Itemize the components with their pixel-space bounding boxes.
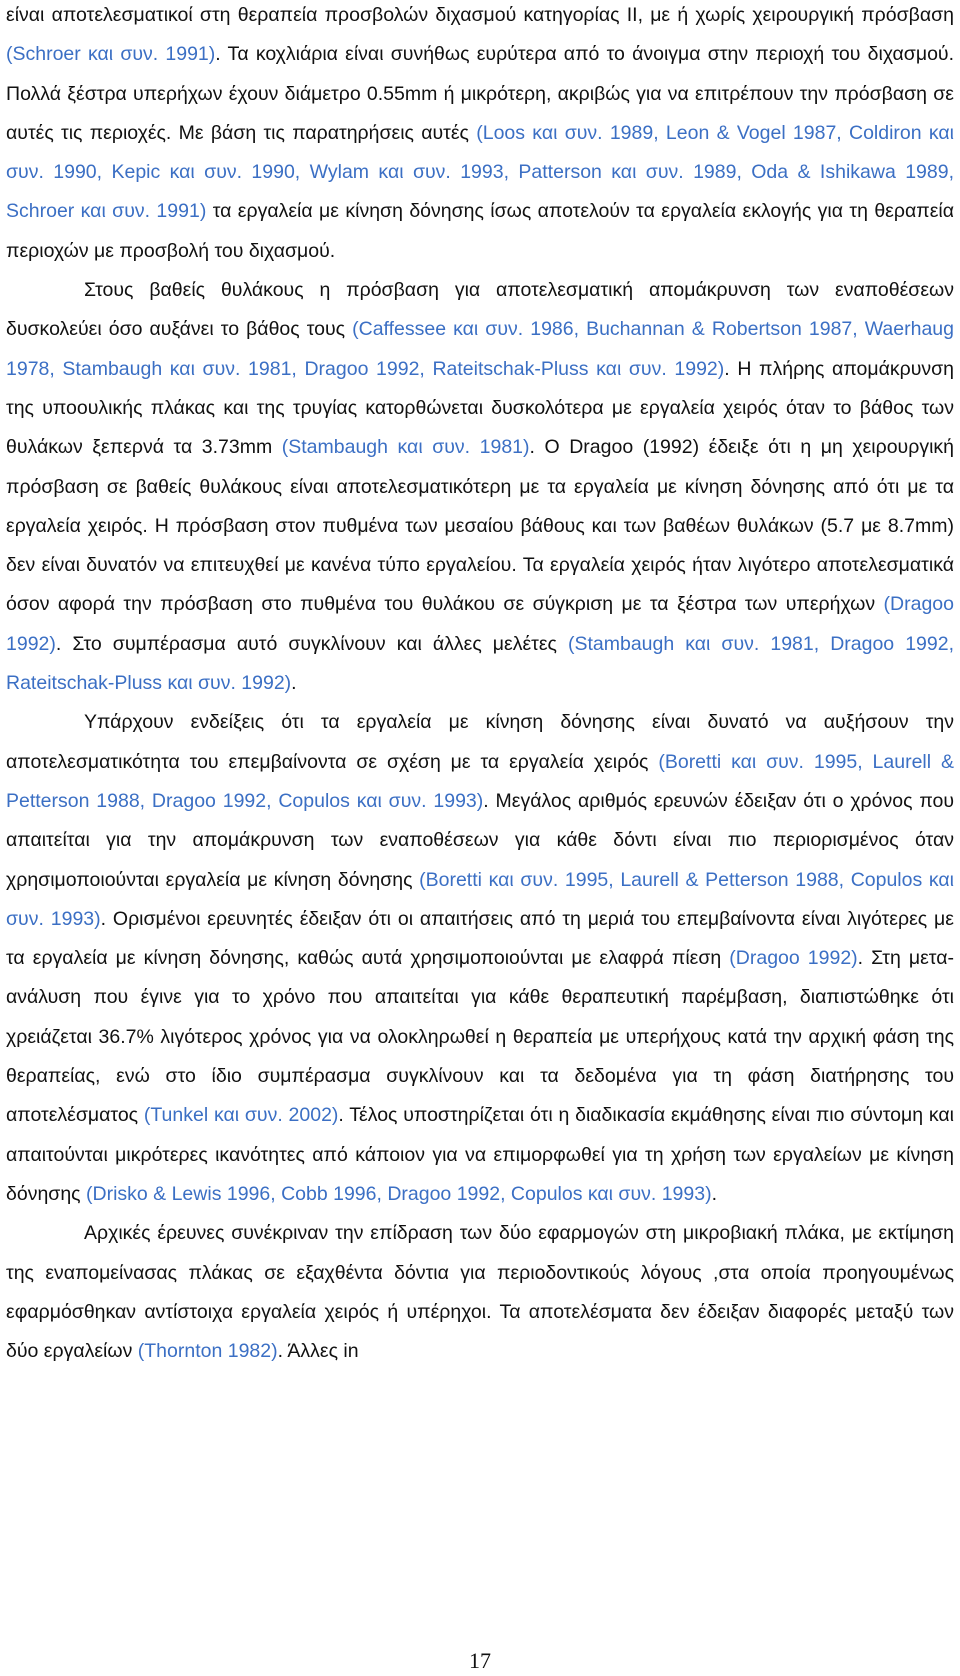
citation: (Dragoo 1992)	[729, 947, 858, 970]
text-run: . Τέλος υποστηρίζεται ότι η διαδικασία εκμάθησης είναι πιο σύντομη και απαιτούνται μικρότερες ικανότητες από κάποιον για να επιμορφωθεί για τη χρήση των εργαλείων με κίνηση δόνησης	[6, 1104, 954, 1205]
citation: (Boretti και συν. 1995, Laurell & Petterson 1988, Dragoo 1992, Copulos και συν. 1993)	[6, 750, 954, 812]
document-body	[6, 0, 954, 1371]
text-run: .	[711, 1182, 717, 1205]
citation: (Drisko & Lewis 1996, Cobb 1996, Dragoo 1992, Copulos και συν. 1993)	[86, 1182, 712, 1205]
text-run: . Ο Dragoo (1992) έδειξε ότι η μη χειρουργική πρόσβαση σε βαθείς θυλάκους είναι αποτελεσματικότερη με τα εργαλεία με κίνηση δόνησης από ότι με τα εργαλεία χειρός. Η πρόσβαση στον πυθμένα των μεσαίου βάθους και των βαθέων θυλάκων (5.7 με 8.7mm) δεν είναι δυνατόν να επιτευχθεί με κανένα τύπο εργαλείου. Τα εργαλεία χειρός ήταν λιγότερο αποτελεσματικά όσον αφορά την πρόσβαση στο πυθμένα του θυλάκου σε σύγκριση με τα ξέστρα των υπερήχων	[6, 436, 954, 616]
text-run: . Μεγάλος αριθμός ερευνών έδειξαν ότι ο χρόνος που απαιτείται για την απομάκρυνση των εναποθέσεων για κάθε δόντι είναι πιο περιορισμένος όταν χρησιμοποιούνται εργαλεία με κίνηση δόνησης	[6, 789, 955, 891]
text-run: Υπάρχουν ενδείξεις ότι τα εργαλεία με κίνηση δόνησης είναι δυνατό να αυξήσουν την αποτελεσματικότητα του επεμβαίνοντα σε σχέση με τα εργαλεία χειρός	[6, 711, 954, 773]
text-run: Αρχικές έρευνες συνέκριναν την επίδραση των δύο εφαρμογών στη μικροβιακή πλάκα, με εκτίμηση της εναπομείνασας πλάκας σε εξαχθέντα δόντια για περιοδοντικούς λόγους ,στα οποία προηγουμένως εφαρμόσθηκαν αντίστοιχα εργαλεία χειρός ή υπέρηχοι. Τα αποτελέσματα δεν έδειξαν διαφορές μεταξύ των δύο εργαλείων	[6, 1222, 954, 1363]
paragraph-1	[6, 0, 954, 271]
paragraph-3	[6, 703, 954, 1214]
citation: (Schroer και συν. 1991)	[6, 43, 216, 66]
text-run: . Στη μετα-ανάλυση που έγινε για το χρόνο που απαιτείται για κάθε θεραπευτική παρέμβαση, διαπιστώθηκε ότι χρειάζεται 36.7% λιγότερος χρόνος για να ολοκληρωθεί η θεραπεία με υπερήχους κατά την αρχική φάση της θεραπείας, ενώ στο ίδιο συμπέρασμα συγκλίνουν και τα δεδομένα για τη φάση διατήρησης του αποτελέσματος	[6, 947, 954, 1127]
paragraph-4	[6, 1214, 954, 1371]
text-run: είναι αποτελεσματικοί στη θεραπεία προσβολών διχασμού κατηγορίας ΙΙ, με ή χωρίς χειρουργική πρόσβαση	[6, 4, 954, 26]
text-run: . Ορισμένοι ερευνητές έδειξαν ότι οι απαιτήσεις από τη μεριά του επεμβαίνοντα είναι λιγότερες με τα εργαλεία με κίνηση δόνησης, καθώς αυτά χρησιμοποιούνται με ελαφρά πίεση	[6, 907, 954, 970]
citation: (Tunkel και συν. 2002)	[143, 1104, 339, 1127]
text-run: .	[291, 672, 297, 695]
citation: (Dragoo 1992)	[6, 593, 954, 655]
citation: (Stambaugh και συν. 1981)	[281, 436, 530, 459]
citation: (Boretti και συν. 1995, Laurell & Petterson 1988, Copulos και συν. 1993)	[6, 868, 954, 930]
paragraph-2	[6, 271, 954, 703]
text-run: Στους βαθείς θυλάκους η πρόσβαση για αποτελεσματική απομάκρυνση των εναποθέσεων δυσκολεύει όσο αυξάνει το βάθος τους	[6, 279, 954, 341]
citation: (Caffessee και συν. 1986, Buchannan & Robertson 1987, Waerhaug 1978, Stambaugh και συν. 1981, Dragoo 1992, Rateitschak-Pluss και συν. 1992)	[6, 318, 954, 380]
text-run: . Άλλες in	[277, 1340, 359, 1363]
text-run: . Στο συμπέρασμα αυτό συγκλίνουν και άλλες μελέτες	[55, 632, 568, 655]
citation: (Thornton 1982)	[137, 1340, 278, 1363]
citation: (Loos και συν. 1989, Leon & Vogel 1987, Coldiron και συν. 1990, Kepic και συν. 1990, Wylam και συν. 1993, Patterson και συν. 1989, Oda & Ishikawa 1989, Schroer και συν. 1991)	[6, 121, 955, 223]
page-number: 17	[469, 1648, 491, 1673]
citation: (Stambaugh και συν. 1981, Dragoo 1992, Rateitschak-Pluss και συν. 1992)	[6, 632, 954, 695]
text-run: τα εργαλεία με κίνηση δόνησης ίσως αποτελούν τα εργαλεία εκλογής για τη θεραπεία περιοχών με προσβολή του διχασμού.	[6, 200, 954, 262]
text-run: . Τα κοχλιάρια είναι συνήθως ευρύτερα από το άνοιγμα στην περιοχή του διχασμού. Πολλά ξέστρα υπερήχων έχουν διάμετρο 0.55mm ή μικρότερη, ακριβώς για να επιτρέπουν την πρόσβαση σε αυτές τις περιοχές. Με βάση τις παρατηρήσεις αυτές	[6, 43, 954, 144]
text-run: . Η πλήρης απομάκρυνση της υποουλικής πλάκας και της τρυγίας κατορθώνεται δυσκολότερα με εργαλεία χειρός όταν το βάθος των θυλάκων ξεπερνά τα 3.73mm	[6, 357, 954, 459]
